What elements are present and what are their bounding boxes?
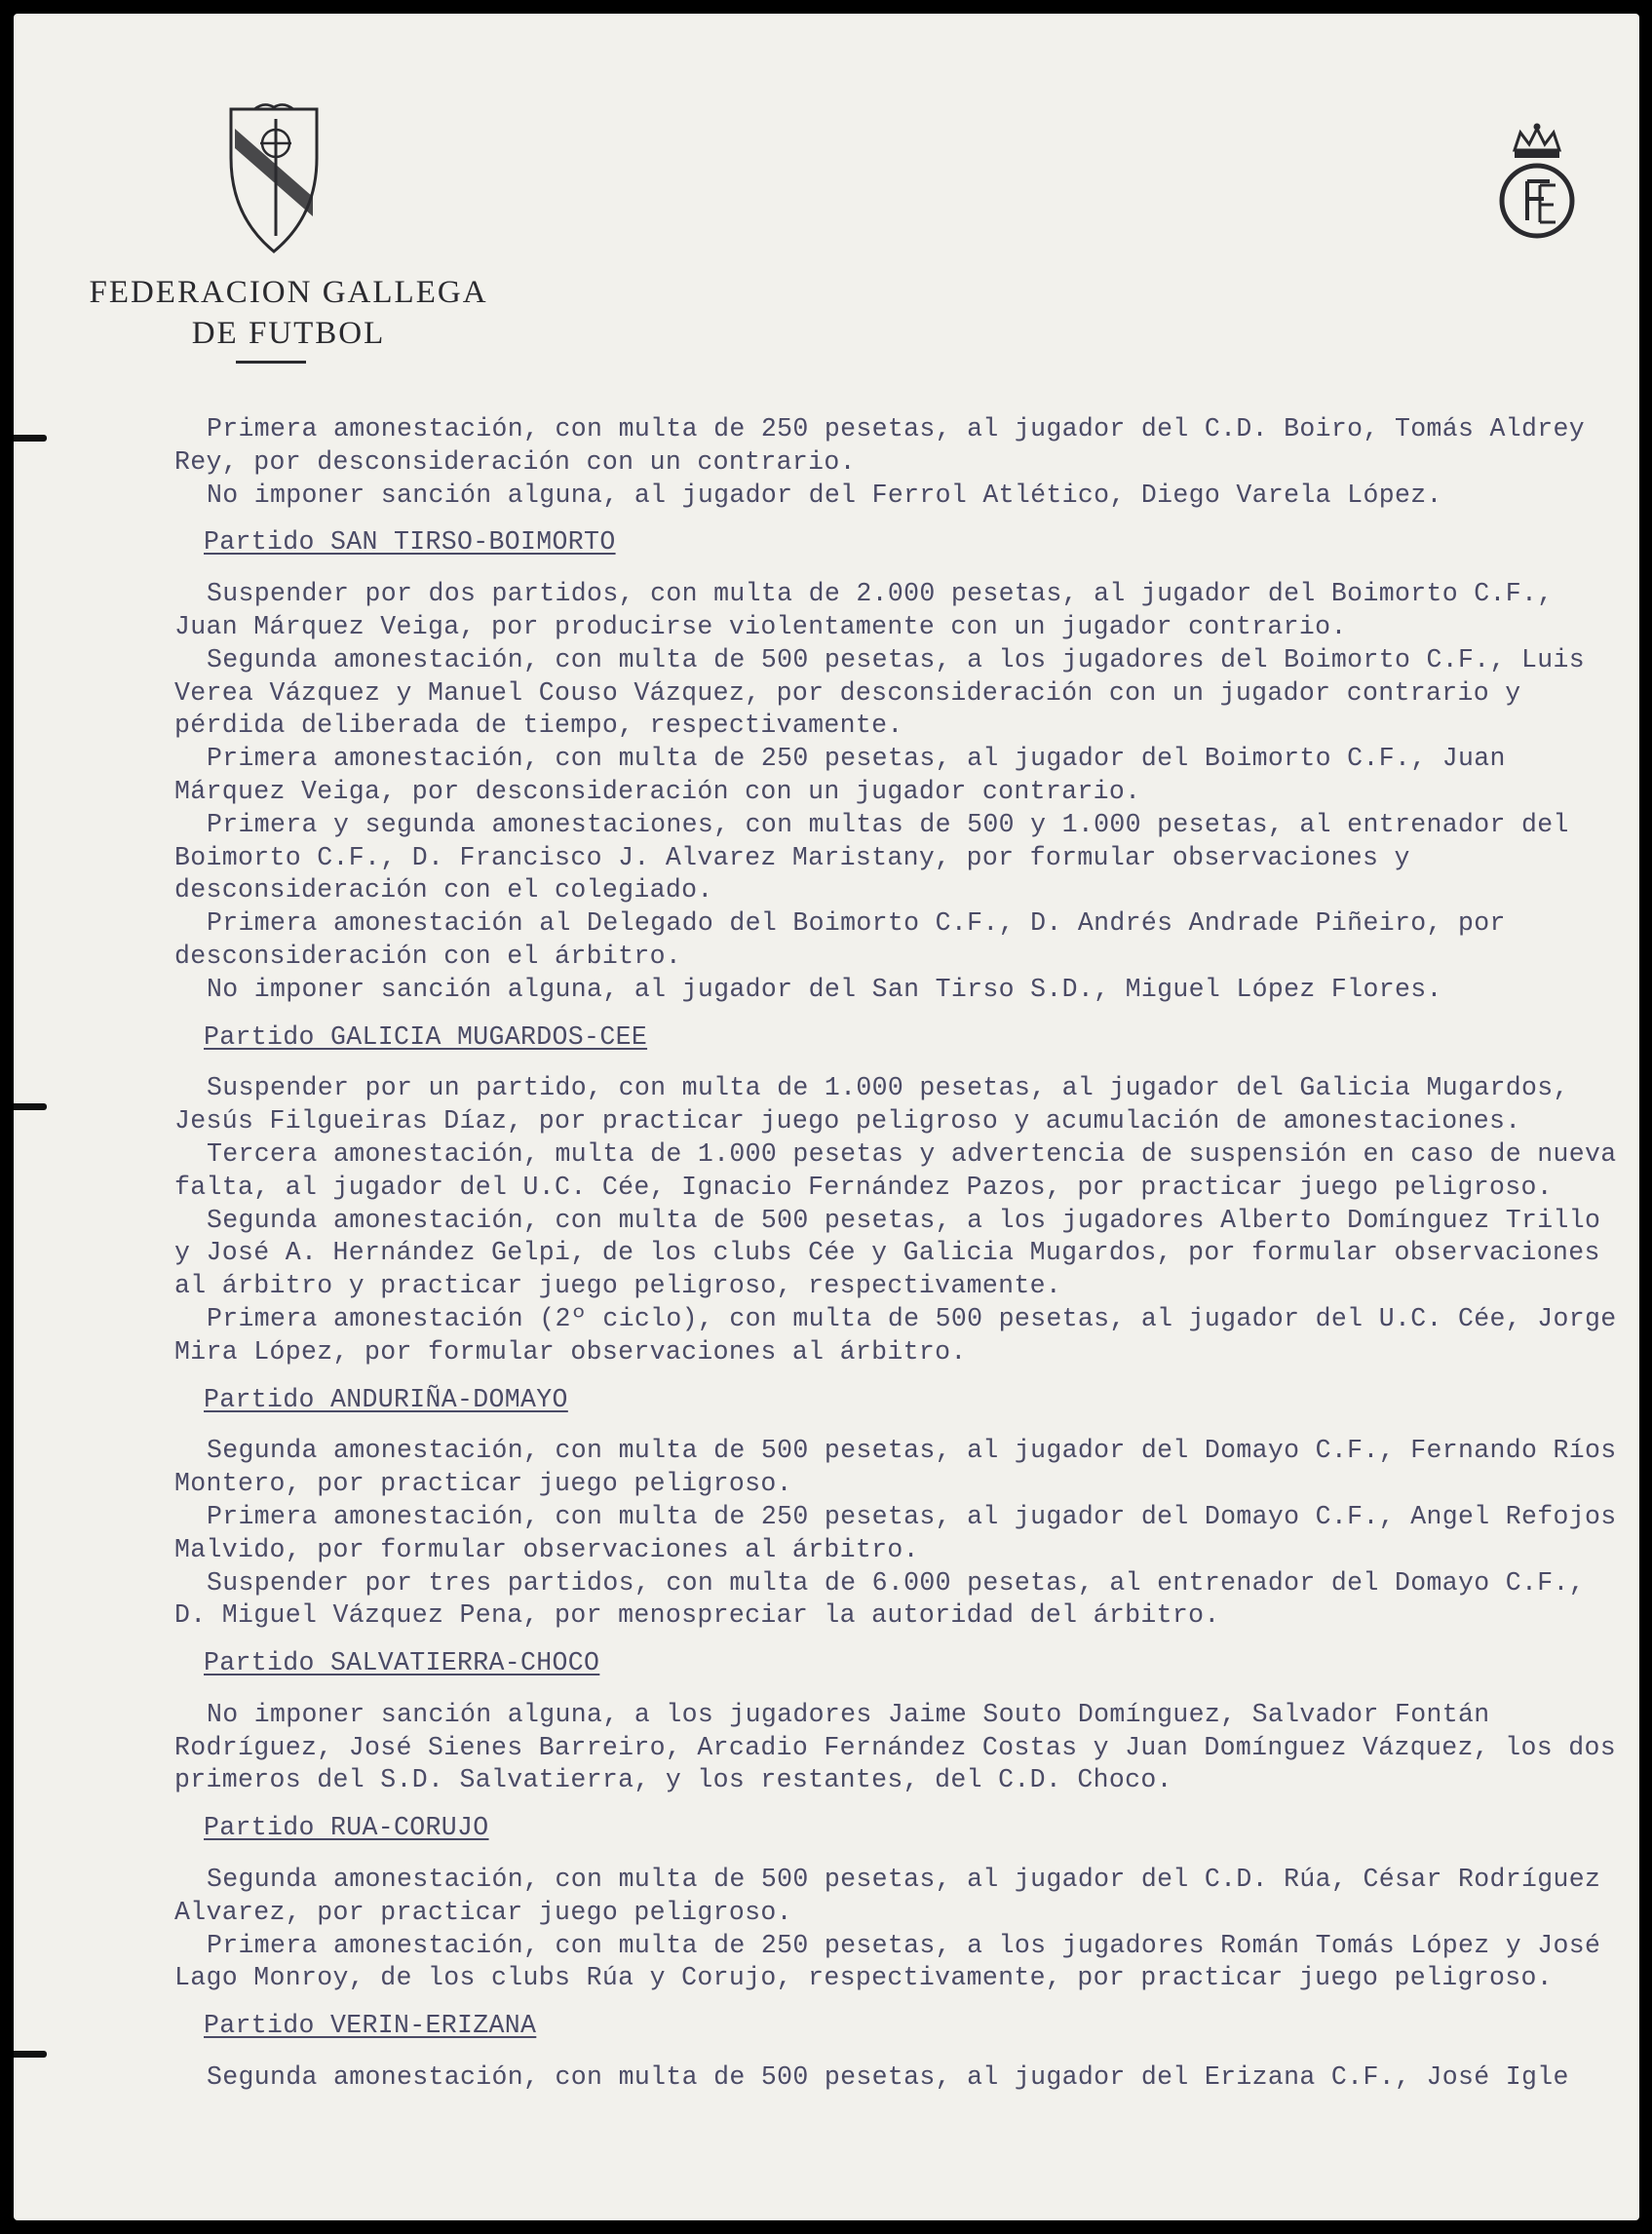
- paragraph: Segunda amonestación, con multa de 500 pesetas, a los jugadores del Boimorto C.F., Luis Verea Vázquez y Manuel Couso Vázquez, por desconsideración con un jugador contrario y pérdida deliberada de tiempo, respectivamente.: [174, 644, 1585, 741]
- section-heading: Partido VERIN-ERIZANA: [204, 2011, 537, 2041]
- paragraph: Primera amonestación, con multa de 250 pesetas, al jugador del Domayo C.F., Angel Refojos Malvido, por formular observaciones al árbitro.: [174, 1501, 1617, 1564]
- federation-shield-icon: [225, 99, 323, 255]
- org-name-line1: FEDERACION GALLEGA: [89, 275, 488, 310]
- paragraph: Primera y segunda amonestaciones, con multas de 500 y 1.000 pesetas, al entrenador del Boimorto C.F., D. Francisco J. Alvarez Maristany, por formular observaciones y desconsideración con el colegiado.: [174, 809, 1569, 905]
- letterhead-rule: [236, 361, 306, 364]
- crowned-fef-emblem-icon: [1483, 121, 1591, 248]
- org-name-line2: DE FUTBOL: [191, 316, 386, 351]
- binder-hole-mark: [14, 1103, 47, 1110]
- paragraph: Segunda amonestación, con multa de 500 pesetas, al jugador del C.D. Rúa, César Rodríguez Alvarez, por practicar juego peligroso.: [174, 1865, 1601, 1927]
- binder-hole-mark: [14, 2051, 47, 2058]
- paragraph: Primera amonestación, con multa de 250 pesetas, al jugador del C.D. Boiro, Tomás Aldrey Rey, por desconsideración con un contrario.: [174, 414, 1585, 477]
- binder-hole-mark: [14, 435, 47, 442]
- paragraph: Primera amonestación, con multa de 250 pesetas, al jugador del Boimorto C.F., Juan Márquez Veiga, por desconsideración con un jugador contrario.: [174, 744, 1506, 806]
- paragraph: Tercera amonestación, multa de 1.000 pesetas y advertencia de suspensión en caso de nueva falta, al jugador del U.C. Cée, Ignacio Fernández Pazos, por practicar juego peligroso.: [174, 1138, 1617, 1202]
- paragraph: Primera amonestación al Delegado del Boimorto C.F., D. Andrés Andrade Piñeiro, por desconsideración con el árbitro.: [174, 908, 1506, 971]
- section-heading: Partido SALVATIERRA-CHOCO: [204, 1648, 600, 1678]
- paragraph: Suspender por un partido, con multa de 1.000 pesetas, al jugador del Galicia Mugardos, Jesús Filgueiras Díaz, por practicar juego peligroso y acumulación de amonestaciones.: [174, 1073, 1569, 1136]
- paragraph: No imponer sanción alguna, al jugador del Ferrol Atlético, Diego Varela López.: [207, 480, 1442, 510]
- paragraph: Segunda amonestación, con multa de 500 pesetas, a los jugadores Alberto Domínguez Trillo y José A. Hernández Gelpi, de los clubs Cée y Galicia Mugardos, por formular observaciones al árbitro y practicar juego peligroso, respectivamente.: [174, 1205, 1601, 1301]
- section-heading: Partido GALICIA MUGARDOS-CEE: [204, 1021, 648, 1052]
- paragraph: Primera amonestación (2º ciclo), con multa de 500 pesetas, al jugador del U.C. Cée, Jorge Mira López, por formular observaciones al árbitro.: [174, 1303, 1617, 1367]
- paragraph: Segunda amonestación, con multa de 500 pesetas, al jugador del Domayo C.F., Fernando Ríos Montero, por practicar juego peligroso.: [174, 1436, 1617, 1499]
- paragraph: No imponer sanción alguna, a los jugadores Jaime Souto Domínguez, Salvador Fontán Rodríguez, José Sienes Barreiro, Arcadio Fernández Costas y Juan Domínguez Vázquez, los dos primeros del S.D. Salvatierra, y los restantes, del C.D. Choco.: [174, 1699, 1616, 1795]
- document-body: [174, 413, 1627, 2095]
- paragraph: Segunda amonestación, con multa de 500 pesetas, al jugador del Erizana C.F., José Igle: [207, 2062, 1569, 2093]
- paragraph: Primera amonestación, con multa de 250 pesetas, a los jugadores Román Tomás López y José Lago Monroy, de los clubs Rúa y Corujo, respectivamente, por practicar juego peligroso.: [174, 1930, 1601, 1993]
- paragraph: No imponer sanción alguna, al jugador del San Tirso S.D., Miguel López Flores.: [207, 974, 1442, 1004]
- section-heading: Partido SAN TIRSO-BOIMORTO: [204, 527, 616, 558]
- section-heading: Partido ANDURIÑA-DOMAYO: [204, 1384, 568, 1414]
- document-page: [14, 14, 1639, 2220]
- paragraph: Suspender por dos partidos, con multa de 2.000 pesetas, al jugador del Boimorto C.F., Juan Márquez Veiga, por producirse violentamente con un jugador contrario.: [174, 579, 1554, 641]
- section-heading: Partido RUA-CORUJO: [204, 1813, 489, 1843]
- paragraph: Suspender por tres partidos, con multa de 6.000 pesetas, al entrenador del Domayo C.F., D. Miguel Vázquez Pena, por menospreciar la autoridad del árbitro.: [174, 1567, 1585, 1631]
